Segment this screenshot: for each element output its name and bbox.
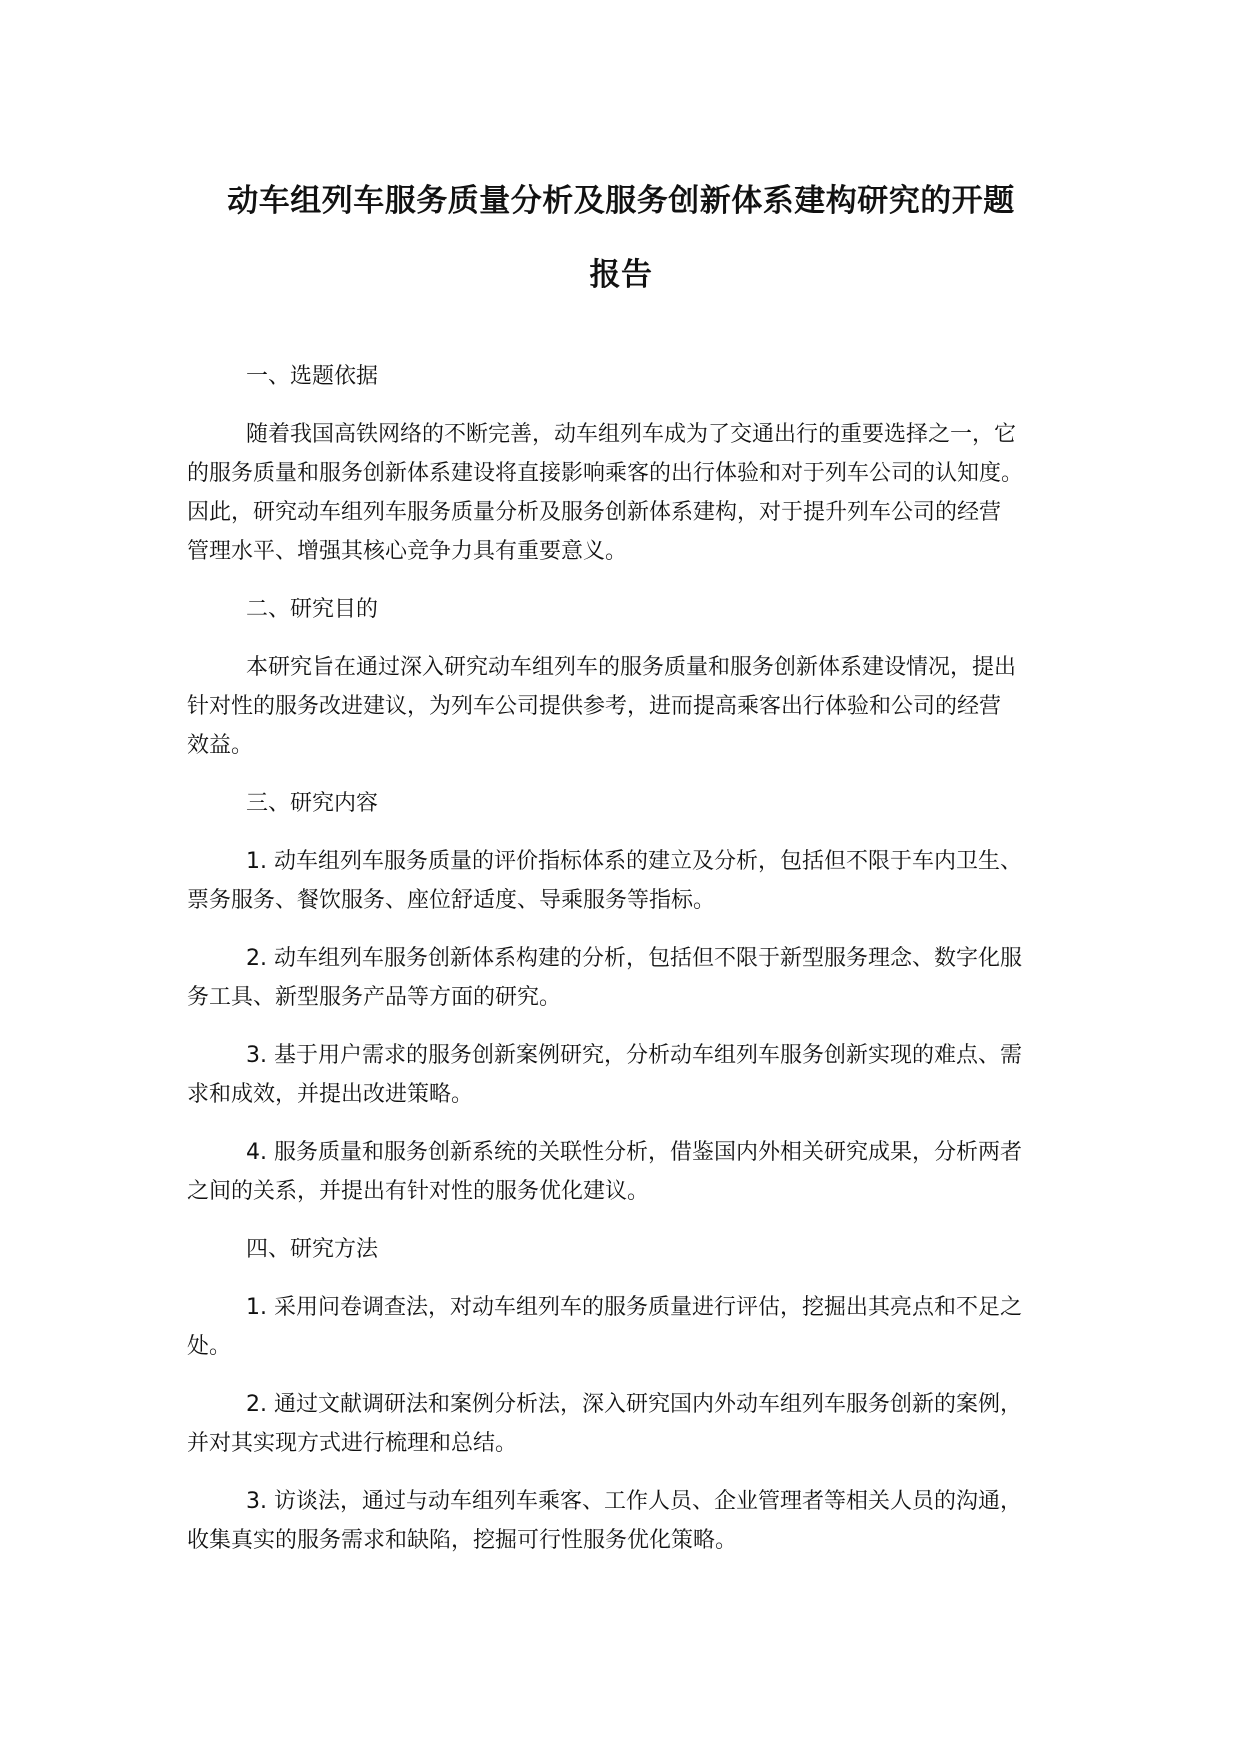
list-item-line: 3. 基于用户需求的服务创新案例研究，分析动车组列车服务创新实现的难点、需	[246, 1043, 1022, 1068]
paragraph-purpose	[187, 648, 1067, 765]
document-title-line-1: 动车组列车服务质量分析及服务创新体系建构研究的开题	[227, 183, 1015, 219]
content-item-1	[187, 842, 1067, 920]
list-item-line: 2. 动车组列车服务创新体系构建的分析，包括但不限于新型服务理念、数字化服	[246, 946, 1022, 971]
list-item-line: 收集真实的服务需求和缺陷，挖掘可行性服务优化策略。	[187, 1528, 738, 1553]
list-item-line: 处。	[187, 1334, 232, 1359]
section-heading-3	[187, 784, 1067, 823]
method-item-1	[187, 1288, 1067, 1366]
section-heading-4	[187, 1230, 1067, 1269]
content-item-2	[187, 939, 1067, 1017]
paragraph-line: 本研究旨在通过深入研究动车组列车的服务质量和服务创新体系建设情况，提出	[246, 655, 1017, 680]
list-item-line: 票务服务、餐饮服务、座位舒适度、导乘服务等指标。	[187, 888, 716, 913]
list-item-line: 之间的关系，并提出有针对性的服务优化建议。	[187, 1179, 650, 1204]
content-item-3	[187, 1036, 1067, 1114]
method-item-2	[187, 1385, 1067, 1463]
section-heading: 四、研究方法	[246, 1237, 379, 1262]
section-heading-2	[187, 590, 1067, 629]
paragraph-line: 管理水平、增强其核心竞争力具有重要意义。	[187, 539, 628, 564]
section-heading: 一、选题依据	[246, 364, 379, 389]
document-body	[187, 357, 1067, 1579]
paragraph-line: 效益。	[187, 733, 254, 758]
method-item-3	[187, 1482, 1067, 1560]
section-heading: 三、研究内容	[246, 791, 379, 816]
paragraph-line: 针对性的服务改进建议，为列车公司提供参考，进而提高乘客出行体验和公司的经营	[187, 694, 1002, 719]
list-item-line: 并对其实现方式进行梳理和总结。	[187, 1431, 518, 1456]
document-title-line-2: 报告	[589, 257, 653, 293]
paragraph-basis	[187, 415, 1067, 571]
list-item-line: 2. 通过文献调研法和案例分析法，深入研究国内外动车组列车服务创新的案例，	[246, 1392, 1022, 1417]
list-item-line: 1. 采用问卷调查法，对动车组列车的服务质量进行评估，挖掘出其亮点和不足之	[246, 1295, 1022, 1320]
list-item-line: 求和成效，并提出改进策略。	[187, 1082, 474, 1107]
paragraph-line: 因此，研究动车组列车服务质量分析及服务创新体系建构，对于提升列车公司的经营	[187, 500, 1002, 525]
section-heading-1	[187, 357, 1067, 396]
section-heading: 二、研究目的	[246, 597, 379, 622]
list-item-line: 务工具、新型服务产品等方面的研究。	[187, 985, 562, 1010]
list-item-line: 1. 动车组列车服务质量的评价指标体系的建立及分析，包括但不限于车内卫生、	[246, 849, 1022, 874]
list-item-line: 3. 访谈法，通过与动车组列车乘客、工作人员、企业管理者等相关人员的沟通，	[246, 1489, 1022, 1514]
paragraph-line: 的服务质量和服务创新体系建设将直接影响乘客的出行体验和对于列车公司的认知度。	[187, 461, 1024, 486]
paragraph-line: 随着我国高铁网络的不断完善，动车组列车成为了交通出行的重要选择之一，它	[246, 422, 1017, 447]
content-item-4	[187, 1133, 1067, 1211]
list-item-line: 4. 服务质量和服务创新系统的关联性分析，借鉴国内外相关研究成果，分析两者	[246, 1140, 1022, 1165]
